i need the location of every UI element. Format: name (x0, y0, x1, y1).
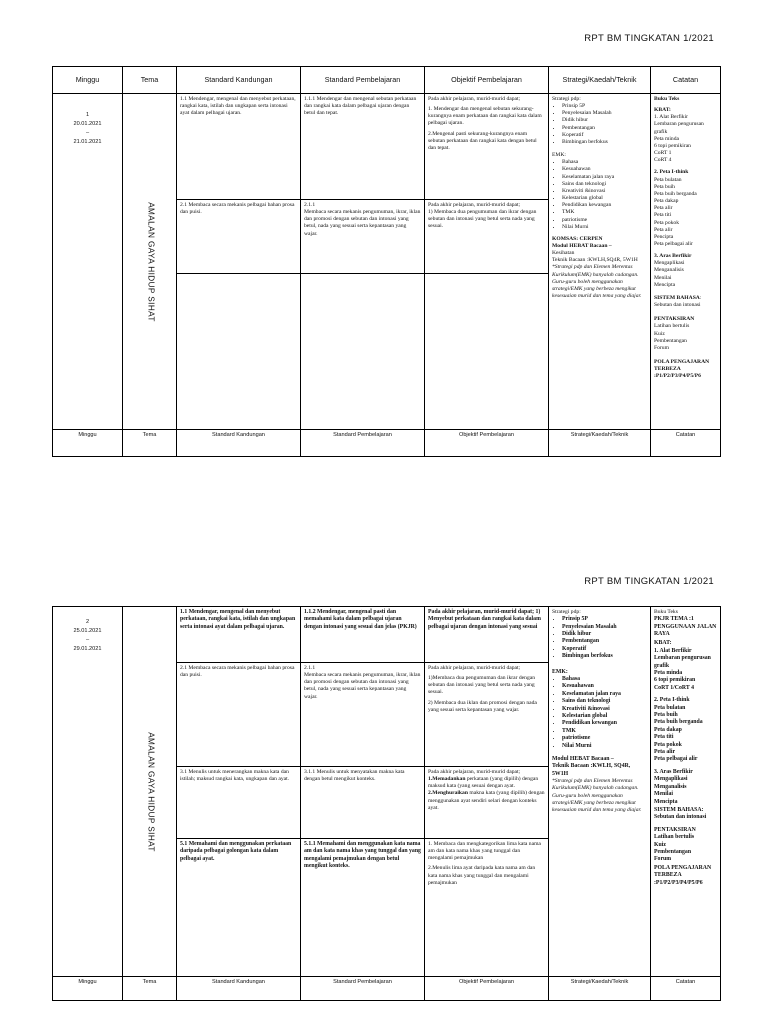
date-dash: – (85, 637, 90, 644)
standard-kandungan-3 (177, 274, 301, 430)
objektif-1: Pada akhir pelajaran, murid-murid dapat; 1. Mendengar dan mengenal sebutan sekurang-kurangnya enam perkataan dan rangkai kata dalam pelbagai ujaran. 2.Mengenal pasti sekurang-kurangnya enam sebutan perkataan dan rangkai kata dengan betul dan tepat. (425, 94, 549, 200)
footer-catatan: Catatan (651, 977, 721, 1001)
date-to: 21.01.2021 (73, 139, 102, 146)
objektif-2: Pada akhir pelajaran, murid-murid dapat; 1)Membaca dua pengumuman dan ikrar dengan sebutan dan intonasi yang betul serta nada yang sesuai. 2) Membaca dua iklan dan promosi dengan nada yang sesuai serta kepantasan yang wajar. (425, 663, 549, 767)
footer-standard-kandungan: Standard Kandungan (177, 430, 301, 457)
modul-label: Modul HEBAT Bacaan – (552, 242, 612, 249)
footer-minggu: Minggu (53, 977, 123, 1001)
page-title-2: RPT BM TINGKATAN 1/2021 (584, 576, 714, 587)
objektif-4: 1. Membaca dan mengkategorikan lima kata nama am dan kata nama khas yang tunggal dan mengalami pemajmukan 2.Menulis lima ayat daripada kata nama am dan kata nama khas yang tunggal dan mengalami pemajmukan (425, 839, 549, 977)
date-dash: – (85, 130, 90, 137)
week-number: 2 (85, 619, 90, 625)
objektif-1: Pada akhir pelajaran, murid-murid dapat; 1) Menyebut perkataan dan rangkai kata dalam pelbagai ujaran dengan intonasi yang sesuai (425, 607, 549, 663)
tema-label: AMALAN GAYA HIDUP SIHAT (145, 201, 155, 322)
header-standard-kandungan: Standard Kandungan (177, 67, 301, 94)
footer-row (53, 430, 721, 457)
standard-pembelajaran-3 (301, 274, 425, 430)
kesihatan-label: Kesihatan (552, 250, 575, 257)
footer-strategi: Strategi/Kaedah/Teknik (549, 430, 651, 457)
header-row (53, 67, 721, 94)
week-number: 1 (85, 112, 90, 118)
standard-pembelajaran-4: 5.1.1 Memahami dan menggunakan kata nama am dan kata nama khas yang tunggal dan yang mengalami pemajmukan dengan betul mengikut konteks. (301, 839, 425, 977)
footer-standard-pembelajaran: Standard Pembelajaran (301, 430, 425, 457)
standard-kandungan-2: 2.1 Membaca secara mekanis pelbagai bahan prosa dan puisi. (177, 200, 301, 274)
header-minggu: Minggu (53, 67, 123, 94)
footer-row-2 (53, 977, 721, 1001)
teknik-label: Teknik Bacaan :KWLH,SQ4R, 5W1H (552, 257, 638, 264)
date-to: 29.01.2021 (73, 646, 102, 653)
footer-objektif: Objektif Pembelajaran (425, 977, 549, 1001)
date-from: 25.01.2021 (73, 628, 102, 635)
footer-catatan: Catatan (651, 430, 721, 457)
date-from: 20.01.2021 (73, 121, 102, 128)
rpt-table-week-2 (52, 606, 721, 1001)
standard-kandungan-4: 5.1 Memahami dan menggunakan perkataan daripada pelbagai golongan kata dalam pelbagai ayat. (177, 839, 301, 977)
page-title: RPT BM TINGKATAN 1/2021 (584, 33, 714, 44)
objektif-3: Pada akhir pelajaran, murid-murid dapat; 1.Memadankan perkataan (yang dipilih) dengan maksud kata (yang sesuai dengan ayat. 2.Menghuraikan makna kata (yang dipilih) dengan menggunakan ayat sendiri selari dengan konteks ayat. (425, 767, 549, 839)
minggu-cell (53, 94, 123, 430)
tema-cell-2 (123, 607, 177, 977)
emk-list: • Bahasa • Kesuahawan • Keselamatan jalan raya • Sains dan teknologi • Kreativiti &inovasi • Kelestarian global • Pendidikan kewangan • TMK • patriotisme • Nilai Murni (552, 676, 647, 750)
catatan-cell: Buku Teks PKJR TEMA :1 PENGGUNAAN JALAN RAYA KBAT: 1. Alat Berfikir Lembaran pengurusan grafik Peta minda 6 topi pemikiran CoRT 1/CoRT 4 2. Peta I-think Peta bulatan Peta buih Peta buih berganda Peta dakap Peta titi Peta pokok Peta alir Peta pelbagai alir 3. Aras Berfikir Mengaplikasi Menganalisis Menilai Mencipta SISTEM BAHASA: Sebutan dan intonasi PENTAKSIRAN Latihan bertulis Kuiz Pembentangan Forum POLA PENGAJARAN TERBEZA :P1/P2/P3/P4/P5/P6 (651, 607, 721, 977)
rpt-table-week-1 (52, 66, 721, 457)
standard-pembelajaran-1: 1.1.2 Mendengar, mengenal pasti dan memahami kata dalam pelbagai ujaran dengan intonasi yang sesuai dan jelas (PKJR) (301, 607, 425, 663)
strategi-list: • Prinsip 5P • Penyelesaian Masalah • Didik hibur • Pembentangan • Koperatif • Bimbingan berfokus (552, 616, 647, 660)
strategi-list: • Prinsip 5P • Penyelesaian Masalah • Didik hibur • Pembentangan • Koperatif • Bimbingan berfokus (552, 103, 647, 146)
emk-list: • Bahasa • Kesuahawan • Keselamatan jalan raya • Sains dan teknologi • Kreativiti &inovasi • Kelestarian global • Pendidikan kewangan • TMK • patriotisme • Nilai Murni (552, 159, 647, 231)
tema-label: AMALAN GAYA HIDUP SIHAT (145, 731, 155, 852)
header-strategi: Strategi/Kaedah/Teknik (549, 67, 651, 94)
header-objektif: Objektif Pembelajaran (425, 67, 549, 94)
standard-pembelajaran-2: 2.1.1 Membaca secara mekanis pengumuman, ikrar, iklan dan promosi dengan sebutan dan intonasi yang betul, nada yang sesuai serta kepantasan yang wajar. (301, 200, 425, 274)
standard-kandungan-2: 2.1 Membaca secara mekanis pelbagai bahan prosa dan puisi. (177, 663, 301, 767)
footer-standard-pembelajaran: Standard Pembelajaran (301, 977, 425, 1001)
header-standard-pembelajaran: Standard Pembelajaran (301, 67, 425, 94)
footer-tema: Tema (123, 430, 177, 457)
header-catatan: Catatan (651, 67, 721, 94)
strategi-cell (549, 94, 651, 430)
footer-standard-kandungan: Standard Kandungan (177, 977, 301, 1001)
minggu-cell-2 (53, 607, 123, 977)
standard-pembelajaran-2: 2.1.1 Membaca secara mekanis pengumuman, ikrar, iklan dan promosi dengan sebutan dan intonasi yang betul, nada yang sesuai serta kepantasan yang wajar. (301, 663, 425, 767)
strategi-note: *Strategi pdp dan Elemen Merentas Kurikulum(EMK) hanyalah cadangan. Guru-guru boleh menggunakan strategi/EMK yang berbeza mengikut kesesuaian murid dan tema yang diajar. (552, 264, 642, 300)
komsas-label: KOMSAS: CERPEN (552, 235, 603, 242)
standard-kandungan-1: 1.1 Mendengar, mengenal dan menyebut perkataan, rangkai kata, istilah dan ungkapan serta intonasi ayat dalam pelbagai ujaran. (177, 607, 301, 663)
standard-pembelajaran-3: 3.1.1 Menulis untuk menyatakan makna kata dengan betul mengikut konteks. (301, 767, 425, 839)
objektif-2: Pada akhir pelajaran, murid-murid dapat; 1) Membaca dua pengumuman dan ikrar dengan sebutan dan intonasi yang betul serta nada yang sesuai. (425, 200, 549, 274)
footer-tema: Tema (123, 977, 177, 1001)
tema-cell (123, 94, 177, 430)
header-tema: Tema (123, 67, 177, 94)
standard-kandungan-1: 1.1 Mendengar, mengenal dan menyebut perkataan, rangkai kata, istilah dan ungkapan serta intonasi ayat dalam pelbagai ujaran. (177, 94, 301, 200)
emk-title: EMK: (552, 152, 566, 159)
strategi-title: Strategi pdp: (552, 96, 581, 102)
standard-pembelajaran-1: 1.1.1 Mendengar dan mengenal sebutan perkataan dan rangkai kata dalam pelbagai ujaran dengan betul dan tepat. (301, 94, 425, 200)
standard-kandungan-3: 3.1 Menulis untuk menerangkan makna kata dan istilah; maksud rangkai kata, ungkapan dan ayat. (177, 767, 301, 839)
footer-minggu: Minggu (53, 430, 123, 457)
strategi-cell: Strategi pdp: • Prinsip 5P • Penyelesaian Masalah • Didik hibur • Pembentangan • Koperatif • Bimbingan berfokus EMK: • Bahasa • Kesuahawan • Keselamatan jalan raya • Sains dan teknologi • Kreativiti &inovasi • Kelestarian global • Pendidikan kewangan • TMK • patriotisme • Nilai Murni Modul HEBAT Bacaan – Teknik Bacaan :KWLH, SQ4R, 5W1H *Strategi pdp dan Elemen Merentas Kurikulum(EMK) hanyalah cadangan. Guru-guru boleh menggunakan strategi/EMK yang berbeza mengikut kesesuaian murid dan tema yang diajar. (549, 607, 651, 977)
footer-objektif: Objektif Pembelajaran (425, 430, 549, 457)
catatan-cell: Buku Teks KBAT: 1. Alat Berfikir Lembaran pengurusan grafik Peta minda 6 topi pemikiran CoRT 1 CoRT 4 2. Peta I-think Peta bulatan Peta buih Peta buih berganda Peta dakap Peta alir Peta titi Peta pokok Peta alir Pencipta Peta pelbagai alir 3. Aras Berfikir Mengaplikasi Menganalisis Menilai Mencipta SISTEM BAHASA: Sebutan dan intonasi PENTAKSIRAN Latihan bertulis Kuiz Pembentangan Forum POLA PENGAJARAN TERBEZA :P1/P2/P3/P4/P5/P6 (651, 94, 721, 430)
footer-strategi: Strategi/Kaedah/Teknik (549, 977, 651, 1001)
objektif-3 (425, 274, 549, 430)
